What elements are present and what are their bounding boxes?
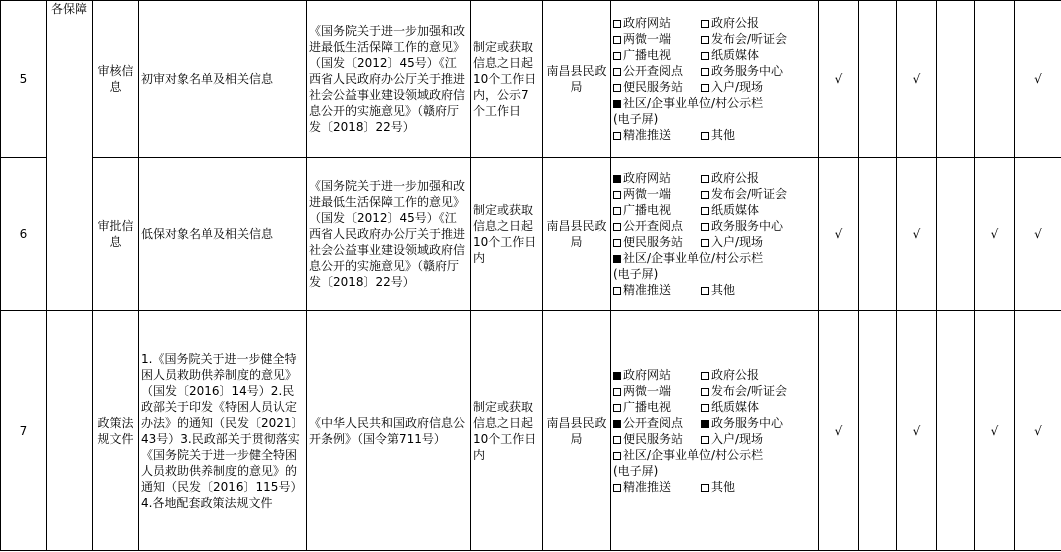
checkbox-reading[interactable] (613, 420, 621, 428)
channel-label: 政府公报 (711, 367, 760, 382)
checkbox-broadcast[interactable] (613, 52, 621, 60)
checkbox-two-one[interactable] (613, 388, 621, 396)
channel-label: 公开查阅点 (623, 415, 684, 430)
info-category: 审批信息 (93, 158, 139, 311)
category-group-empty (47, 311, 93, 551)
channel-label: 两微一端 (623, 383, 672, 398)
check-mark: √ (897, 311, 937, 551)
checkbox-service-center[interactable] (701, 68, 709, 76)
checkbox-reading[interactable] (613, 223, 621, 231)
checkbox-gov-site[interactable] (613, 20, 621, 28)
channel-label: 便民服务站 (623, 235, 684, 249)
checkbox-broadcast[interactable] (613, 404, 621, 412)
channel-label: 便民服务站 (623, 431, 684, 446)
legal-basis: 《国务院关于进一步加强和改进最低生活保障工作的意见》（国发〔2012〕45号）《江西省人民政府办公厅关于推进社会公益事业建设领域政府信息公开的实施意见》（赣府厅发〔2018〕22号） (307, 1, 471, 158)
channel-label: 公开查阅点 (623, 219, 684, 233)
channel-label: 社区/企事业单位/村公示栏 (623, 96, 764, 110)
channel-label: 政府网站 (623, 171, 672, 185)
checkbox-service-station[interactable] (613, 239, 621, 247)
channel-label: 发布会/听证会 (711, 187, 788, 201)
check-mark (859, 311, 897, 551)
check-mark (937, 1, 975, 158)
check-mark: √ (819, 311, 859, 551)
channel-label: (电子屏) (613, 463, 659, 478)
checkbox-two-one[interactable] (613, 36, 621, 44)
checkbox-reading[interactable] (613, 68, 621, 76)
checkbox-other[interactable] (701, 132, 709, 140)
checkbox-press[interactable] (701, 36, 709, 44)
disclosure-time: 制定或获取信息之日起10个工作日内 (471, 311, 543, 551)
channel-label: 政务服务中心 (711, 219, 784, 233)
checkbox-door[interactable] (701, 239, 709, 247)
info-item: 初审对象名单及相关信息 (139, 1, 307, 158)
checkbox-gov-site[interactable] (613, 372, 621, 380)
table-row (1, 311, 1061, 551)
checkbox-community[interactable] (613, 255, 621, 263)
checkbox-press[interactable] (701, 388, 709, 396)
channel-label: 其他 (711, 479, 736, 494)
channel-label: 社区/企事业单位/村公示栏 (623, 251, 764, 265)
check-mark: √ (1015, 158, 1061, 311)
channel-label: 精准推送 (623, 283, 672, 297)
checkbox-other[interactable] (701, 484, 709, 492)
check-mark: √ (819, 158, 859, 311)
checkbox-gov-site[interactable] (613, 175, 621, 183)
check-mark: √ (819, 1, 859, 158)
responsible-dept: 南昌县民政局 (543, 158, 611, 311)
channel-label: 政府网站 (623, 16, 672, 30)
legal-basis: 《国务院关于进一步加强和改进最低生活保障工作的意见》（国发〔2012〕45号）《江西省人民政府办公厅关于推进社会公益事业建设领域政府信息公开的实施意见》（赣府厅发〔2018〕22号） (307, 158, 471, 311)
checkbox-community[interactable] (613, 100, 621, 108)
check-mark (937, 158, 975, 311)
channel-label: 发布会/听证会 (711, 32, 788, 46)
table-row (1, 158, 1061, 311)
check-mark: √ (1015, 1, 1061, 158)
channel-label: 广播电视 (623, 399, 672, 414)
checkbox-paper[interactable] (701, 207, 709, 215)
check-mark: √ (975, 311, 1015, 551)
check-mark: √ (897, 158, 937, 311)
channel-label: 纸质媒体 (711, 203, 760, 217)
check-mark: √ (975, 158, 1015, 311)
channel-label: 入户/现场 (711, 235, 764, 249)
channel-label: 其他 (711, 283, 736, 297)
info-item: 1.《国务院关于进一步健全特困人员救助供养制度的意见》（国发〔2016〕14号）2.民政部关于印发《特困人员认定办法》的通知（民发〔2021〕43号）3.民政部关于贯彻落实《国务院关于进一步健全特困人员救助供养制度的意见》的通知（民发〔2016〕115号）4.各地配套政策法规文件 (139, 311, 307, 551)
channel-label: 政务服务中心 (711, 64, 784, 78)
checkbox-broadcast[interactable] (613, 207, 621, 215)
channel-label: 广播电视 (623, 203, 672, 217)
disclosure-time: 制定或获取信息之日起10个工作日内 (471, 158, 543, 311)
checkbox-service-center[interactable] (701, 420, 709, 428)
checkbox-paper[interactable] (701, 52, 709, 60)
channel-label: 其他 (711, 128, 736, 142)
checkbox-push[interactable] (613, 484, 621, 492)
channel-label: 两微一端 (623, 187, 672, 201)
check-mark (859, 158, 897, 311)
checkbox-two-one[interactable] (613, 191, 621, 199)
checkbox-service-station[interactable] (613, 84, 621, 92)
row-number: 6 (1, 158, 47, 311)
checkbox-door[interactable] (701, 84, 709, 92)
checkbox-gov-gazette[interactable] (701, 20, 709, 28)
row-number: 5 (1, 1, 47, 158)
channel-label: 两微一端 (623, 32, 672, 46)
responsible-dept: 南昌县民政局 (543, 311, 611, 551)
row-number: 7 (1, 311, 47, 551)
disclosure-time: 制定或获取信息之日起10个工作日内，公示7个工作日 (471, 1, 543, 158)
channel-label: 便民服务站 (623, 80, 684, 94)
channel-label: 社区/企事业单位/村公示栏 (623, 447, 764, 462)
responsible-dept: 南昌县民政局 (543, 1, 611, 158)
channel-label: 政务服务中心 (711, 415, 784, 430)
channel-checklist (611, 158, 819, 311)
checkbox-service-station[interactable] (613, 436, 621, 444)
check-mark (937, 311, 975, 551)
channel-label: (电子屏) (613, 267, 659, 281)
legal-basis: 《中华人民共和国政府信息公开条例》（国令第711号） (307, 311, 471, 551)
channel-label: 入户/现场 (711, 80, 764, 94)
checkbox-other[interactable] (701, 287, 709, 295)
checkbox-gov-gazette[interactable] (701, 372, 709, 380)
checkbox-push[interactable] (613, 287, 621, 295)
channel-label: 公开查阅点 (623, 64, 684, 78)
channel-label: 政府公报 (711, 16, 760, 30)
channel-label: 政府公报 (711, 171, 760, 185)
checkbox-paper[interactable] (701, 404, 709, 412)
table-row (1, 1, 1061, 158)
channel-label: 纸质媒体 (711, 48, 760, 62)
channel-label: 精准推送 (623, 128, 672, 142)
channel-label: 入户/现场 (711, 431, 764, 446)
channel-label: 广播电视 (623, 48, 672, 62)
check-mark: √ (897, 1, 937, 158)
channel-label: 发布会/听证会 (711, 383, 788, 398)
channel-checklist (611, 311, 819, 551)
check-mark (975, 1, 1015, 158)
checkbox-community[interactable] (613, 452, 621, 460)
checkbox-door[interactable] (701, 436, 709, 444)
info-category: 政策法规文件 (93, 311, 139, 551)
category-group: 各保障 (47, 1, 93, 311)
channel-label: 政府网站 (623, 367, 672, 382)
channel-checklist (611, 1, 819, 158)
check-mark (859, 1, 897, 158)
channel-label: 精准推送 (623, 479, 672, 494)
checkbox-gov-gazette[interactable] (701, 175, 709, 183)
checkbox-service-center[interactable] (701, 223, 709, 231)
checkbox-push[interactable] (613, 132, 621, 140)
channel-label: 纸质媒体 (711, 399, 760, 414)
checkbox-press[interactable] (701, 191, 709, 199)
info-category: 审核信息 (93, 1, 139, 158)
channel-label: (电子屏) (613, 112, 659, 126)
info-item: 低保对象名单及相关信息 (139, 158, 307, 311)
check-mark: √ (1015, 311, 1061, 551)
